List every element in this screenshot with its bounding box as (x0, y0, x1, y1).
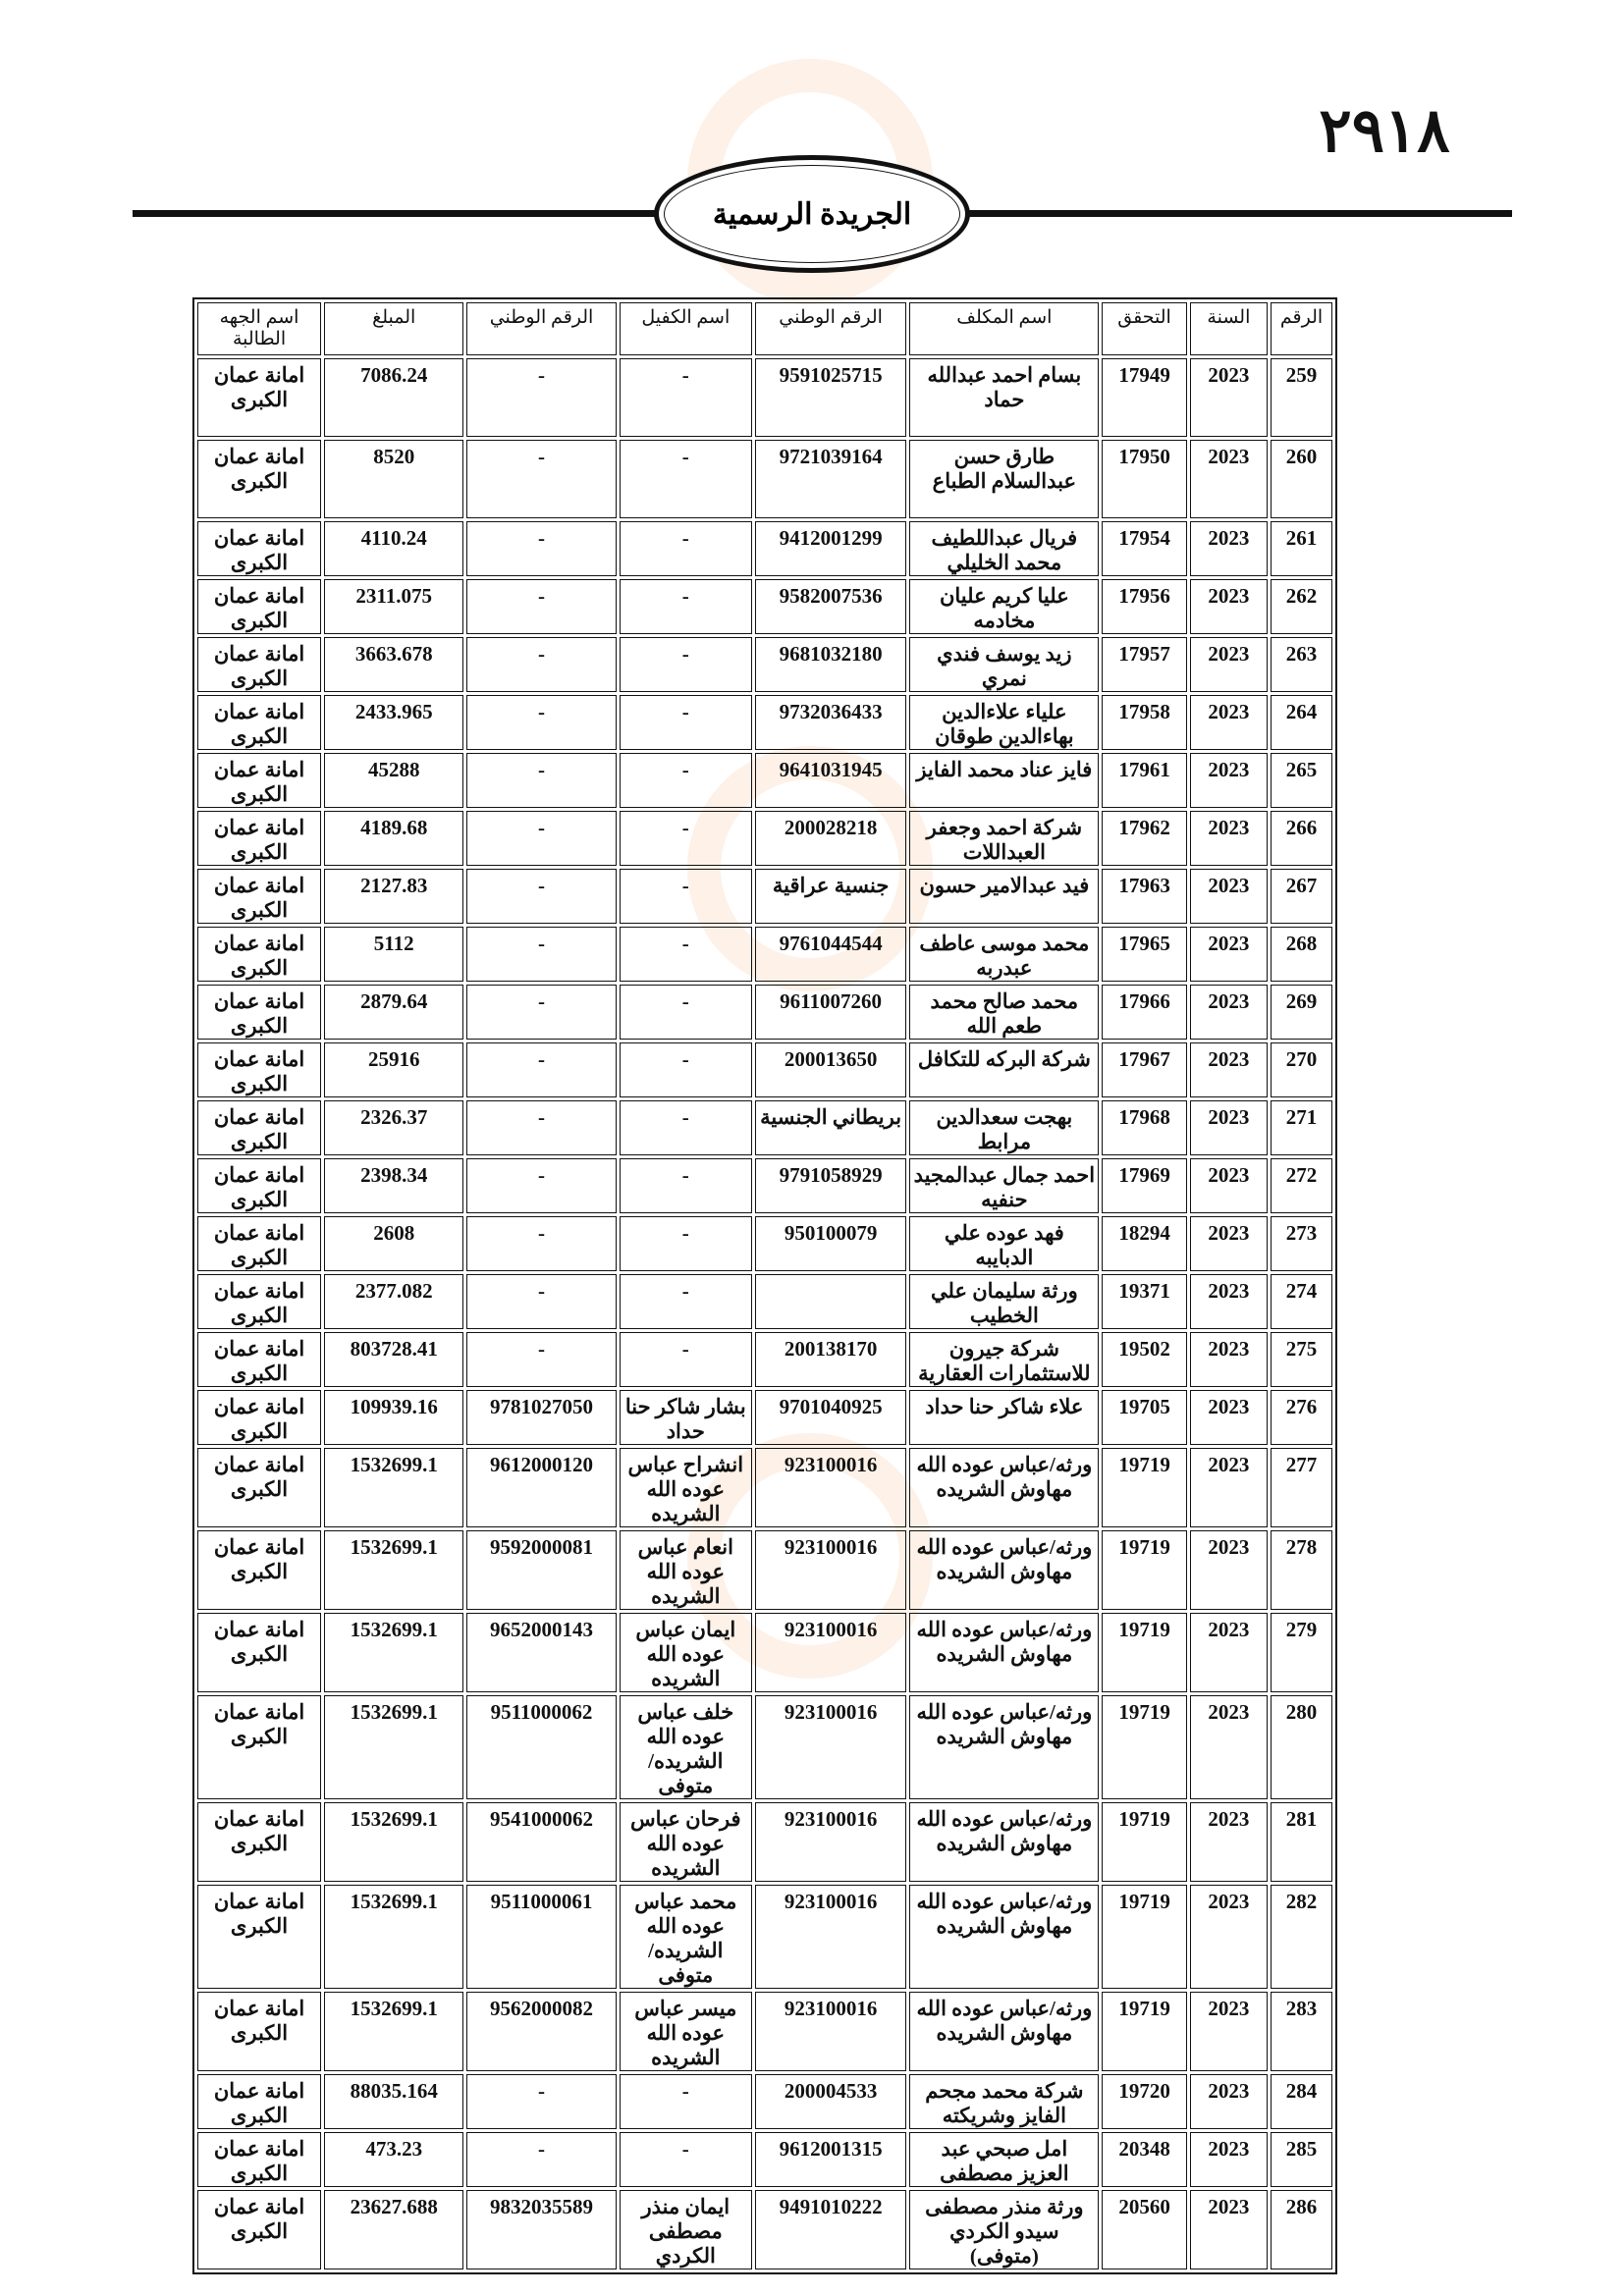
cell-guarantor-name: - (620, 521, 752, 576)
cell-taxpayer-name: ورثه/عباس عوده الله مهاوش الشريده (909, 1613, 1099, 1692)
cell-amount: 8520 (324, 440, 463, 518)
cell-verification: 17968 (1102, 1100, 1186, 1155)
cell-taxpayer-name: ورثه/عباس عوده الله مهاوش الشريده (909, 1885, 1099, 1989)
cell-national-id: 9582007536 (755, 579, 906, 634)
cell-national-id: 9611007260 (755, 985, 906, 1040)
cell-amount: 88035.164 (324, 2074, 463, 2129)
cell-verification: 17958 (1102, 695, 1186, 750)
cell-amount: 1532699.1 (324, 1802, 463, 1882)
cell-guarantor-name: - (620, 1216, 752, 1271)
cell-requesting-entity: امانة عمان الكبرى (197, 521, 321, 576)
cell-requesting-entity: امانة عمان الكبرى (197, 1802, 321, 1882)
cell-national-id: 923100016 (755, 1530, 906, 1610)
cell-taxpayer-name: شركة جيرون للاستثمارات العقارية (909, 1332, 1099, 1387)
cell-row-number: 283 (1271, 1992, 1332, 2071)
cell-row-number: 280 (1271, 1695, 1332, 1799)
cell-guarantor-national-id: - (466, 927, 616, 982)
cell-year: 2023 (1190, 1613, 1268, 1692)
cell-taxpayer-name: ورثه/عباس عوده الله مهاوش الشريده (909, 1802, 1099, 1882)
cell-amount: 45288 (324, 753, 463, 808)
cell-guarantor-national-id: - (466, 637, 616, 692)
cell-national-id: 9591025715 (755, 358, 906, 437)
cell-verification: 19719 (1102, 1802, 1186, 1882)
cell-verification: 18294 (1102, 1216, 1186, 1271)
cell-requesting-entity: امانة عمان الكبرى (197, 811, 321, 866)
cell-year: 2023 (1190, 1042, 1268, 1097)
cell-guarantor-national-id: - (466, 1158, 616, 1213)
cell-verification: 19705 (1102, 1390, 1186, 1445)
table-row (197, 1216, 1332, 1271)
cell-guarantor-name: - (620, 440, 752, 518)
cell-verification: 17963 (1102, 869, 1186, 924)
cell-guarantor-national-id: - (466, 2132, 616, 2187)
header-guarantor-name: اسم الكفيل (620, 302, 752, 355)
table-row (197, 1390, 1332, 1445)
cell-row-number: 285 (1271, 2132, 1332, 2187)
cell-guarantor-national-id: - (466, 869, 616, 924)
cell-guarantor-name: انشراح عباس عوده الله الشريده (620, 1448, 752, 1527)
cell-amount: 1532699.1 (324, 1448, 463, 1527)
cell-year: 2023 (1190, 2190, 1268, 2269)
cell-row-number: 269 (1271, 985, 1332, 1040)
cell-guarantor-name: - (620, 637, 752, 692)
cell-requesting-entity: امانة عمان الكبرى (197, 1992, 321, 2071)
cell-guarantor-name: - (620, 811, 752, 866)
cell-amount: 1532699.1 (324, 1695, 463, 1799)
header-taxpayer-name: اسم المكلف (909, 302, 1099, 355)
cell-national-id: 9412001299 (755, 521, 906, 576)
cell-guarantor-name: - (620, 579, 752, 634)
table-header-row (197, 302, 1332, 355)
page-number: ٢٩١٨ (1319, 98, 1450, 165)
cell-verification: 19719 (1102, 1448, 1186, 1527)
cell-guarantor-national-id: 9781027050 (466, 1390, 616, 1445)
header-year: السنة (1190, 302, 1268, 355)
cell-verification: 17954 (1102, 521, 1186, 576)
cell-requesting-entity: امانة عمان الكبرى (197, 1530, 321, 1610)
cell-row-number: 260 (1271, 440, 1332, 518)
header-guarantor-national-id: الرقم الوطني (466, 302, 616, 355)
cell-taxpayer-name: ورثه/عباس عوده الله مهاوش الشريده (909, 1695, 1099, 1799)
cell-verification: 17967 (1102, 1042, 1186, 1097)
cell-guarantor-national-id: - (466, 521, 616, 576)
cell-year: 2023 (1190, 1216, 1268, 1271)
cell-guarantor-name: محمد عباس عوده الله الشريده/متوفى (620, 1885, 752, 1989)
cell-requesting-entity: امانة عمان الكبرى (197, 2190, 321, 2269)
cell-national-id: 200004533 (755, 2074, 906, 2129)
cell-row-number: 277 (1271, 1448, 1332, 1527)
cell-requesting-entity: امانة عمان الكبرى (197, 753, 321, 808)
header-verification: التحقق (1102, 302, 1186, 355)
cell-year: 2023 (1190, 1390, 1268, 1445)
cell-row-number: 267 (1271, 869, 1332, 924)
cell-taxpayer-name: بسام احمد عبدالله حماد (909, 358, 1099, 437)
cell-guarantor-name: - (620, 869, 752, 924)
cell-guarantor-national-id: - (466, 1274, 616, 1329)
cell-guarantor-name: انعام عباس عوده الله الشريده (620, 1530, 752, 1610)
cell-guarantor-national-id: - (466, 2074, 616, 2129)
cell-taxpayer-name: فريال عبداللطيف محمد الخليلي (909, 521, 1099, 576)
cell-row-number: 259 (1271, 358, 1332, 437)
cell-guarantor-name: - (620, 2074, 752, 2129)
cell-verification: 17950 (1102, 440, 1186, 518)
cell-verification: 17966 (1102, 985, 1186, 1040)
cell-guarantor-name: - (620, 695, 752, 750)
cell-requesting-entity: امانة عمان الكبرى (197, 1695, 321, 1799)
cell-guarantor-national-id: 9832035589 (466, 2190, 616, 2269)
cell-national-id: 923100016 (755, 1802, 906, 1882)
cell-taxpayer-name: فيد عبدالامير حسون (909, 869, 1099, 924)
cell-row-number: 279 (1271, 1613, 1332, 1692)
table-row (197, 1885, 1332, 1989)
cell-taxpayer-name: بهجت سعدالدين مرابط (909, 1100, 1099, 1155)
cell-row-number: 268 (1271, 927, 1332, 982)
table-row (197, 753, 1332, 808)
cell-row-number: 272 (1271, 1158, 1332, 1213)
header-national-id: الرقم الوطني (755, 302, 906, 355)
cell-taxpayer-name: امل صبحي عبد العزيز مصطفى (909, 2132, 1099, 2187)
cell-verification: 19719 (1102, 1885, 1186, 1989)
table-row (197, 811, 1332, 866)
cell-amount: 1532699.1 (324, 1530, 463, 1610)
cell-national-id: 9612001315 (755, 2132, 906, 2187)
table-row (197, 1530, 1332, 1610)
cell-amount: 25916 (324, 1042, 463, 1097)
cell-taxpayer-name: طارق حسن عبدالسلام الطباع (909, 440, 1099, 518)
cell-national-id: 200138170 (755, 1332, 906, 1387)
cell-national-id: 923100016 (755, 1448, 906, 1527)
cell-year: 2023 (1190, 1802, 1268, 1882)
cell-guarantor-national-id: 9511000062 (466, 1695, 616, 1799)
cell-guarantor-name: خلف عباس عوده الله الشريده/متوفى (620, 1695, 752, 1799)
cell-guarantor-national-id: 9652000143 (466, 1613, 616, 1692)
cell-row-number: 286 (1271, 2190, 1332, 2269)
cell-year: 2023 (1190, 753, 1268, 808)
cell-national-id: 923100016 (755, 1695, 906, 1799)
table-row (197, 1695, 1332, 1799)
cell-national-id: 9732036433 (755, 695, 906, 750)
cell-year: 2023 (1190, 637, 1268, 692)
cell-verification: 17956 (1102, 579, 1186, 634)
cell-guarantor-national-id: - (466, 695, 616, 750)
cell-amount: 3663.678 (324, 637, 463, 692)
table-row (197, 985, 1332, 1040)
table-row (197, 440, 1332, 518)
cell-taxpayer-name: شركة البركه للتكافل (909, 1042, 1099, 1097)
table-row (197, 2190, 1332, 2269)
cell-national-id: بريطاني الجنسية (755, 1100, 906, 1155)
cell-guarantor-national-id: - (466, 753, 616, 808)
cell-taxpayer-name: احمد جمال عبدالمجيد حنفيه (909, 1158, 1099, 1213)
cell-guarantor-national-id: 9562000082 (466, 1992, 616, 2071)
cell-taxpayer-name: شركة احمد وجعفر العبداللات (909, 811, 1099, 866)
cell-requesting-entity: امانة عمان الكبرى (197, 1332, 321, 1387)
cell-row-number: 262 (1271, 579, 1332, 634)
cell-year: 2023 (1190, 695, 1268, 750)
cell-taxpayer-name: محمد موسى عاطف عبدربه (909, 927, 1099, 982)
cell-taxpayer-name: فايز عناد محمد الفايز (909, 753, 1099, 808)
cell-amount: 5112 (324, 927, 463, 982)
cell-requesting-entity: امانة عمان الكبرى (197, 579, 321, 634)
cell-national-id: جنسية عراقية (755, 869, 906, 924)
cell-year: 2023 (1190, 1992, 1268, 2071)
cell-row-number: 263 (1271, 637, 1332, 692)
cell-guarantor-name: - (620, 985, 752, 1040)
cell-row-number: 265 (1271, 753, 1332, 808)
cell-verification: 19719 (1102, 1695, 1186, 1799)
header-row-number: الرقم (1271, 302, 1332, 355)
cell-verification: 20348 (1102, 2132, 1186, 2187)
cell-guarantor-national-id: 9612000120 (466, 1448, 616, 1527)
cell-taxpayer-name: فهد عوده علي الدبايبه (909, 1216, 1099, 1271)
cell-taxpayer-name: ورثه/عباس عوده الله مهاوش الشريده (909, 1992, 1099, 2071)
cell-requesting-entity: امانة عمان الكبرى (197, 1448, 321, 1527)
cell-requesting-entity: امانة عمان الكبرى (197, 440, 321, 518)
cell-national-id: 9761044544 (755, 927, 906, 982)
table-row (197, 869, 1332, 924)
table-row (197, 1100, 1332, 1155)
cell-national-id: 950100079 (755, 1216, 906, 1271)
cell-year: 2023 (1190, 927, 1268, 982)
cell-national-id: 200028218 (755, 811, 906, 866)
cell-row-number: 276 (1271, 1390, 1332, 1445)
cell-year: 2023 (1190, 1158, 1268, 1213)
cell-verification: 17969 (1102, 1158, 1186, 1213)
cell-amount: 473.23 (324, 2132, 463, 2187)
cell-requesting-entity: امانة عمان الكبرى (197, 1216, 321, 1271)
cell-requesting-entity: امانة عمان الكبرى (197, 1613, 321, 1692)
cell-requesting-entity: امانة عمان الكبرى (197, 2074, 321, 2129)
cell-year: 2023 (1190, 869, 1268, 924)
cell-guarantor-national-id: - (466, 1100, 616, 1155)
table-row (197, 1802, 1332, 1882)
cell-guarantor-national-id: - (466, 1216, 616, 1271)
cell-verification: 17965 (1102, 927, 1186, 982)
cell-year: 2023 (1190, 579, 1268, 634)
cell-row-number: 261 (1271, 521, 1332, 576)
masthead-oval (654, 155, 970, 273)
cell-amount: 803728.41 (324, 1332, 463, 1387)
cell-requesting-entity: امانة عمان الكبرى (197, 869, 321, 924)
cell-guarantor-name: - (620, 1274, 752, 1329)
cell-guarantor-national-id: - (466, 1332, 616, 1387)
cell-requesting-entity: امانة عمان الكبرى (197, 985, 321, 1040)
cell-amount: 2398.34 (324, 1158, 463, 1213)
cell-year: 2023 (1190, 985, 1268, 1040)
cell-guarantor-name: - (620, 1042, 752, 1097)
cell-guarantor-name: - (620, 753, 752, 808)
cell-verification: 19502 (1102, 1332, 1186, 1387)
cell-guarantor-national-id: 9592000081 (466, 1530, 616, 1610)
cell-year: 2023 (1190, 1448, 1268, 1527)
cell-amount: 1532699.1 (324, 1885, 463, 1989)
cell-amount: 2433.965 (324, 695, 463, 750)
cell-year: 2023 (1190, 1885, 1268, 1989)
cell-guarantor-name: - (620, 2132, 752, 2187)
table-row (197, 1992, 1332, 2071)
cell-guarantor-name: - (620, 358, 752, 437)
cell-year: 2023 (1190, 1100, 1268, 1155)
cell-guarantor-national-id: - (466, 579, 616, 634)
cell-guarantor-name: - (620, 1100, 752, 1155)
table-row (197, 927, 1332, 982)
cell-row-number: 282 (1271, 1885, 1332, 1989)
cell-requesting-entity: امانة عمان الكبرى (197, 1274, 321, 1329)
cell-row-number: 264 (1271, 695, 1332, 750)
cell-guarantor-name: - (620, 1158, 752, 1213)
cell-row-number: 273 (1271, 1216, 1332, 1271)
cell-amount: 2879.64 (324, 985, 463, 1040)
cell-national-id: 9721039164 (755, 440, 906, 518)
cell-guarantor-national-id: 9541000062 (466, 1802, 616, 1882)
table-row (197, 637, 1332, 692)
cell-verification: 17961 (1102, 753, 1186, 808)
cell-row-number: 274 (1271, 1274, 1332, 1329)
cell-row-number: 284 (1271, 2074, 1332, 2129)
cell-requesting-entity: امانة عمان الكبرى (197, 2132, 321, 2187)
cell-year: 2023 (1190, 440, 1268, 518)
cell-year: 2023 (1190, 1274, 1268, 1329)
cell-guarantor-name: فرحان عباس عوده الله الشريده (620, 1802, 752, 1882)
cell-verification: 17962 (1102, 811, 1186, 866)
cell-requesting-entity: امانة عمان الكبرى (197, 927, 321, 982)
cell-verification: 19719 (1102, 1613, 1186, 1692)
cell-taxpayer-name: شركة محمد مجحم الفايز وشريكته (909, 2074, 1099, 2129)
cell-row-number: 281 (1271, 1802, 1332, 1882)
cell-year: 2023 (1190, 1530, 1268, 1610)
cell-guarantor-national-id: 9511000061 (466, 1885, 616, 1989)
masthead-title: الجريدة الرسمية (712, 197, 912, 231)
cell-verification: 19371 (1102, 1274, 1186, 1329)
cell-guarantor-name: ايمان منذر مصطفى الكردي (620, 2190, 752, 2269)
cell-year: 2023 (1190, 521, 1268, 576)
cell-row-number: 275 (1271, 1332, 1332, 1387)
cell-taxpayer-name: علاء شاكر حنا حداد (909, 1390, 1099, 1445)
header-requesting-entity: اسم الجهه الطالبة (197, 302, 321, 355)
cell-national-id: 9491010222 (755, 2190, 906, 2269)
cell-taxpayer-name: محمد صالح محمد طعم الله (909, 985, 1099, 1040)
cell-requesting-entity: امانة عمان الكبرى (197, 1158, 321, 1213)
cell-national-id: 9681032180 (755, 637, 906, 692)
cell-guarantor-name: - (620, 927, 752, 982)
table-row (197, 1274, 1332, 1329)
cell-amount: 4110.24 (324, 521, 463, 576)
cell-taxpayer-name: عليا كريم عليان مخادمه (909, 579, 1099, 634)
cell-amount: 2326.37 (324, 1100, 463, 1155)
cell-guarantor-name: ايمان عباس عوده الله الشريده (620, 1613, 752, 1692)
table-row (197, 695, 1332, 750)
cell-amount: 2311.075 (324, 579, 463, 634)
cell-guarantor-national-id: - (466, 440, 616, 518)
table-row (197, 1042, 1332, 1097)
cell-guarantor-name: بشار شاكر حنا حداد (620, 1390, 752, 1445)
cell-amount: 2127.83 (324, 869, 463, 924)
cell-national-id: 923100016 (755, 1992, 906, 2071)
cell-amount: 4189.68 (324, 811, 463, 866)
cell-row-number: 271 (1271, 1100, 1332, 1155)
cell-national-id (755, 1274, 906, 1329)
header-amount: المبلغ (324, 302, 463, 355)
cell-taxpayer-name: ورثة سليمان علي الخطيب (909, 1274, 1099, 1329)
cell-taxpayer-name: ورثة منذر مصطفى سيدو الكردي (متوفى) (909, 2190, 1099, 2269)
cell-requesting-entity: امانة عمان الكبرى (197, 1885, 321, 1989)
cell-national-id: 9641031945 (755, 753, 906, 808)
cell-amount: 1532699.1 (324, 1613, 463, 1692)
cell-requesting-entity: امانة عمان الكبرى (197, 695, 321, 750)
cell-row-number: 266 (1271, 811, 1332, 866)
cell-verification: 20560 (1102, 2190, 1186, 2269)
table-row (197, 1448, 1332, 1527)
cell-taxpayer-name: ورثه/عباس عوده الله مهاوش الشريده (909, 1448, 1099, 1527)
cell-year: 2023 (1190, 811, 1268, 866)
cell-row-number: 270 (1271, 1042, 1332, 1097)
cell-amount: 109939.16 (324, 1390, 463, 1445)
cell-guarantor-national-id: - (466, 811, 616, 866)
table-row (197, 358, 1332, 437)
cell-taxpayer-name: ورثه/عباس عوده الله مهاوش الشريده (909, 1530, 1099, 1610)
cell-year: 2023 (1190, 2074, 1268, 2129)
table-row (197, 1158, 1332, 1213)
cell-verification: 19719 (1102, 1992, 1186, 2071)
cell-taxpayer-name: زيد يوسف فندي نمري (909, 637, 1099, 692)
masthead-oval-inner (664, 165, 960, 263)
cell-verification: 17949 (1102, 358, 1186, 437)
cell-row-number: 278 (1271, 1530, 1332, 1610)
cell-guarantor-national-id: - (466, 1042, 616, 1097)
cell-requesting-entity: امانة عمان الكبرى (197, 1042, 321, 1097)
cell-guarantor-name: - (620, 1332, 752, 1387)
cell-taxpayer-name: علياء علاءالدين بهاءالدين طوقان (909, 695, 1099, 750)
cell-national-id: 9791058929 (755, 1158, 906, 1213)
records-table (192, 297, 1337, 2274)
table-row (197, 2132, 1332, 2187)
cell-requesting-entity: امانة عمان الكبرى (197, 1100, 321, 1155)
cell-year: 2023 (1190, 1695, 1268, 1799)
cell-year: 2023 (1190, 358, 1268, 437)
table-row (197, 521, 1332, 576)
cell-requesting-entity: امانة عمان الكبرى (197, 1390, 321, 1445)
cell-verification: 19719 (1102, 1530, 1186, 1610)
cell-guarantor-name: ميسر عباس عوده الله الشريده (620, 1992, 752, 2071)
table-row (197, 2074, 1332, 2129)
cell-requesting-entity: امانة عمان الكبرى (197, 358, 321, 437)
table-row (197, 1613, 1332, 1692)
cell-amount: 7086.24 (324, 358, 463, 437)
cell-amount: 1532699.1 (324, 1992, 463, 2071)
cell-guarantor-national-id: - (466, 985, 616, 1040)
cell-amount: 23627.688 (324, 2190, 463, 2269)
cell-year: 2023 (1190, 1332, 1268, 1387)
table-row (197, 579, 1332, 634)
cell-amount: 2608 (324, 1216, 463, 1271)
cell-national-id: 923100016 (755, 1613, 906, 1692)
cell-amount: 2377.082 (324, 1274, 463, 1329)
cell-national-id: 200013650 (755, 1042, 906, 1097)
cell-year: 2023 (1190, 2132, 1268, 2187)
cell-requesting-entity: امانة عمان الكبرى (197, 637, 321, 692)
cell-guarantor-national-id: - (466, 358, 616, 437)
cell-verification: 19720 (1102, 2074, 1186, 2129)
cell-verification: 17957 (1102, 637, 1186, 692)
cell-national-id: 923100016 (755, 1885, 906, 1989)
cell-national-id: 9701040925 (755, 1390, 906, 1445)
table-row (197, 1332, 1332, 1387)
